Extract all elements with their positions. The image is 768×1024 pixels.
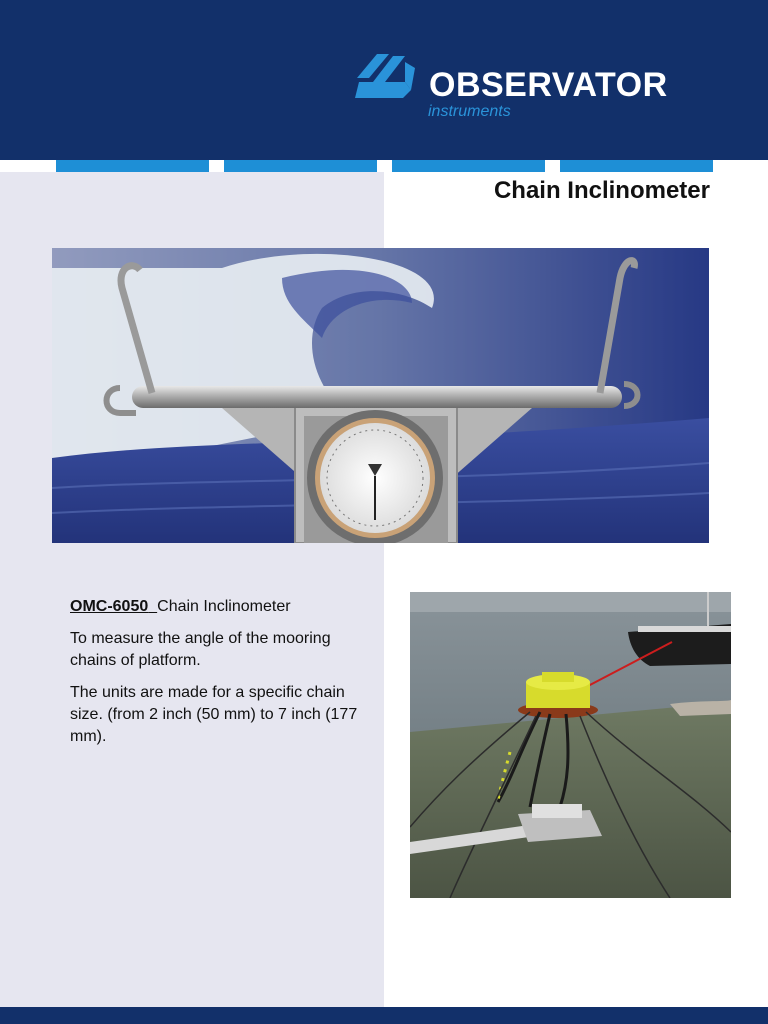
product-heading xyxy=(70,596,370,618)
inclinometer-illustration xyxy=(52,248,709,543)
header-stripe-4 xyxy=(560,160,713,172)
observator-logo-icon xyxy=(355,52,417,100)
product-description xyxy=(70,596,370,758)
header-stripe-1 xyxy=(56,160,209,172)
description-paragraph-1: To measure the angle of the mooring chains of platform. xyxy=(70,630,331,669)
mooring-scene-illustration xyxy=(410,592,731,898)
description-paragraph-2: The units are made for a specific chain size. (from 2 inch (50 mm) to 7 inch (177 mm). xyxy=(70,684,358,745)
header-stripe-2 xyxy=(224,160,377,172)
header-stripe-3 xyxy=(392,160,545,172)
page-footer xyxy=(0,1007,768,1024)
brand-logo xyxy=(355,52,695,127)
page-header xyxy=(0,0,768,160)
mooring-buoy-illustration xyxy=(410,592,731,898)
page-title: Chain Inclinometer xyxy=(493,177,710,204)
chain-inclinometer-photo xyxy=(52,248,709,543)
product-model: OMC-6050 xyxy=(70,598,149,615)
brand-subline: instruments xyxy=(428,103,511,120)
brand-name: OBSERVATOR xyxy=(429,66,668,104)
product-name: Chain Inclinometer xyxy=(157,598,291,615)
